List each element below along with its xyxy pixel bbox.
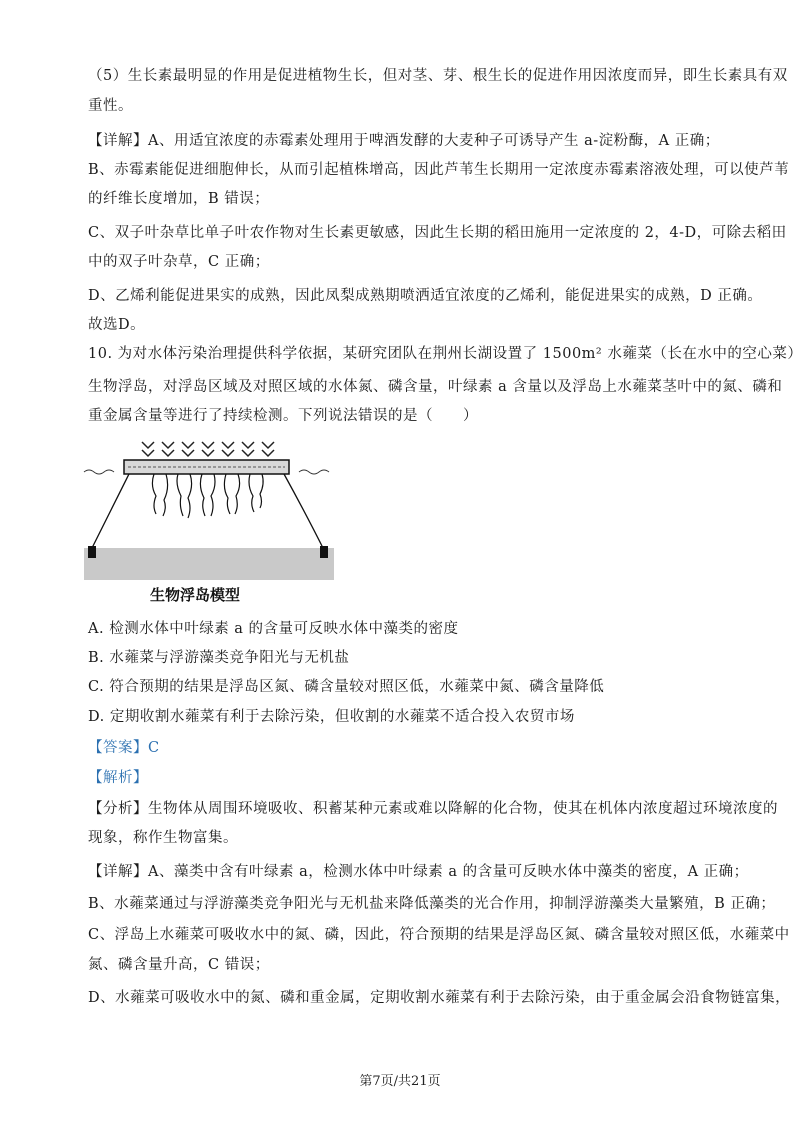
text-line: 的纤维长度增加，B 错误； — [88, 191, 270, 207]
text-line: B、赤霉素能促进细胞伸长，从而引起植株增高，因此芦苇生长期用一定浓度赤霉素溶液处理，可以使芦苇 — [88, 162, 790, 178]
analysis-line: 【分析】生物体从周围环境吸收、积蓄某种元素或难以降解的化合物，使其在机体内浓度超过环境浓度的 — [88, 801, 778, 817]
analysis-line: 氮、磷含量升高，C 错误； — [88, 957, 270, 973]
floating-island-figure — [84, 430, 334, 580]
option-c: C. 符合预期的结果是浮岛区氮、磷含量较对照区低，水蕹菜中氮、磷含量降低 — [88, 679, 605, 695]
analysis-line: 【详解】A、藻类中含有叶绿素 a，检测水体中叶绿素 a 的含量可反映水体中藻类的密度，A 正确； — [88, 864, 749, 880]
text-line: C、双子叶杂草比单子叶农作物对生长素更敏感，因此生长期的稻田施用一定浓度的 2，4-D，可除去稻田 — [88, 225, 787, 241]
question-10-line: 10. 为对水体污染治理提供科学依据，某研究团队在荆州长湖设置了 1500m² 水蕹菜（长在水中的空心菜） — [88, 346, 802, 362]
question-10-line: 重金属含量等进行了持续检测。下列说法错误的是（ ） — [88, 408, 478, 424]
figure-caption: 生物浮岛模型 — [150, 586, 241, 604]
question-10-line: 生物浮岛，对浮岛区域及对照区域的水体氮、磷含量，叶绿素 a 含量以及浮岛上水蕹菜茎叶中的氮、磷和 — [88, 379, 783, 395]
page-footer: 第7页/共21页 — [359, 1074, 441, 1089]
option-b: B. 水蕹菜与浮游藻类竞争阳光与无机盐 — [88, 650, 350, 666]
text-line: 重性。 — [88, 98, 133, 114]
analysis-line: 现象，称作生物富集。 — [88, 830, 238, 846]
analysis-line: D、水蕹菜可吸收水中的氮、磷和重金属，定期收割水蕹菜有利于去除污染，由于重金属会沿食物链富集， — [88, 990, 791, 1006]
lake-bottom — [84, 548, 334, 580]
text-line: 中的双子叶杂草，C 正确； — [88, 254, 270, 270]
analysis-line: B、水蕹菜通过与浮游藻类竞争阳光与无机盐来降低藻类的光合作用，抑制浮游藻类大量繁殖，B 正确； — [88, 896, 776, 912]
text-line: （5）生长素最明显的作用是促进植物生长，但对茎、芽、根生长的促进作用因浓度而异，即生长素具有双 — [88, 68, 788, 84]
answer-label: 【答案】C — [88, 740, 160, 756]
option-a: A. 检测水体中叶绿素 a 的含量可反映水体中藻类的密度 — [88, 621, 459, 637]
analysis-heading: 【解析】 — [88, 770, 148, 786]
text-line: D、乙烯利能促进果实的成熟，因此凤梨成熟期喷洒适宜浓度的乙烯利，能促进果实的成熟，D 正确。 — [88, 288, 763, 304]
option-d: D. 定期收割水蕹菜有利于去除污染，但收割的水蕹菜不适合投入农贸市场 — [88, 709, 575, 725]
analysis-line: C、浮岛上水蕹菜可吸收水中的氮、磷，因此，符合预期的结果是浮岛区氮、磷含量较对照区低，水蕹菜中 — [88, 927, 790, 943]
text-line: 【详解】A、用适宜浓度的赤霉素处理用于啤酒发酵的大麦种子可诱导产生 a-淀粉酶，A 正确； — [88, 133, 720, 149]
text-line: 故选D。 — [88, 317, 146, 333]
